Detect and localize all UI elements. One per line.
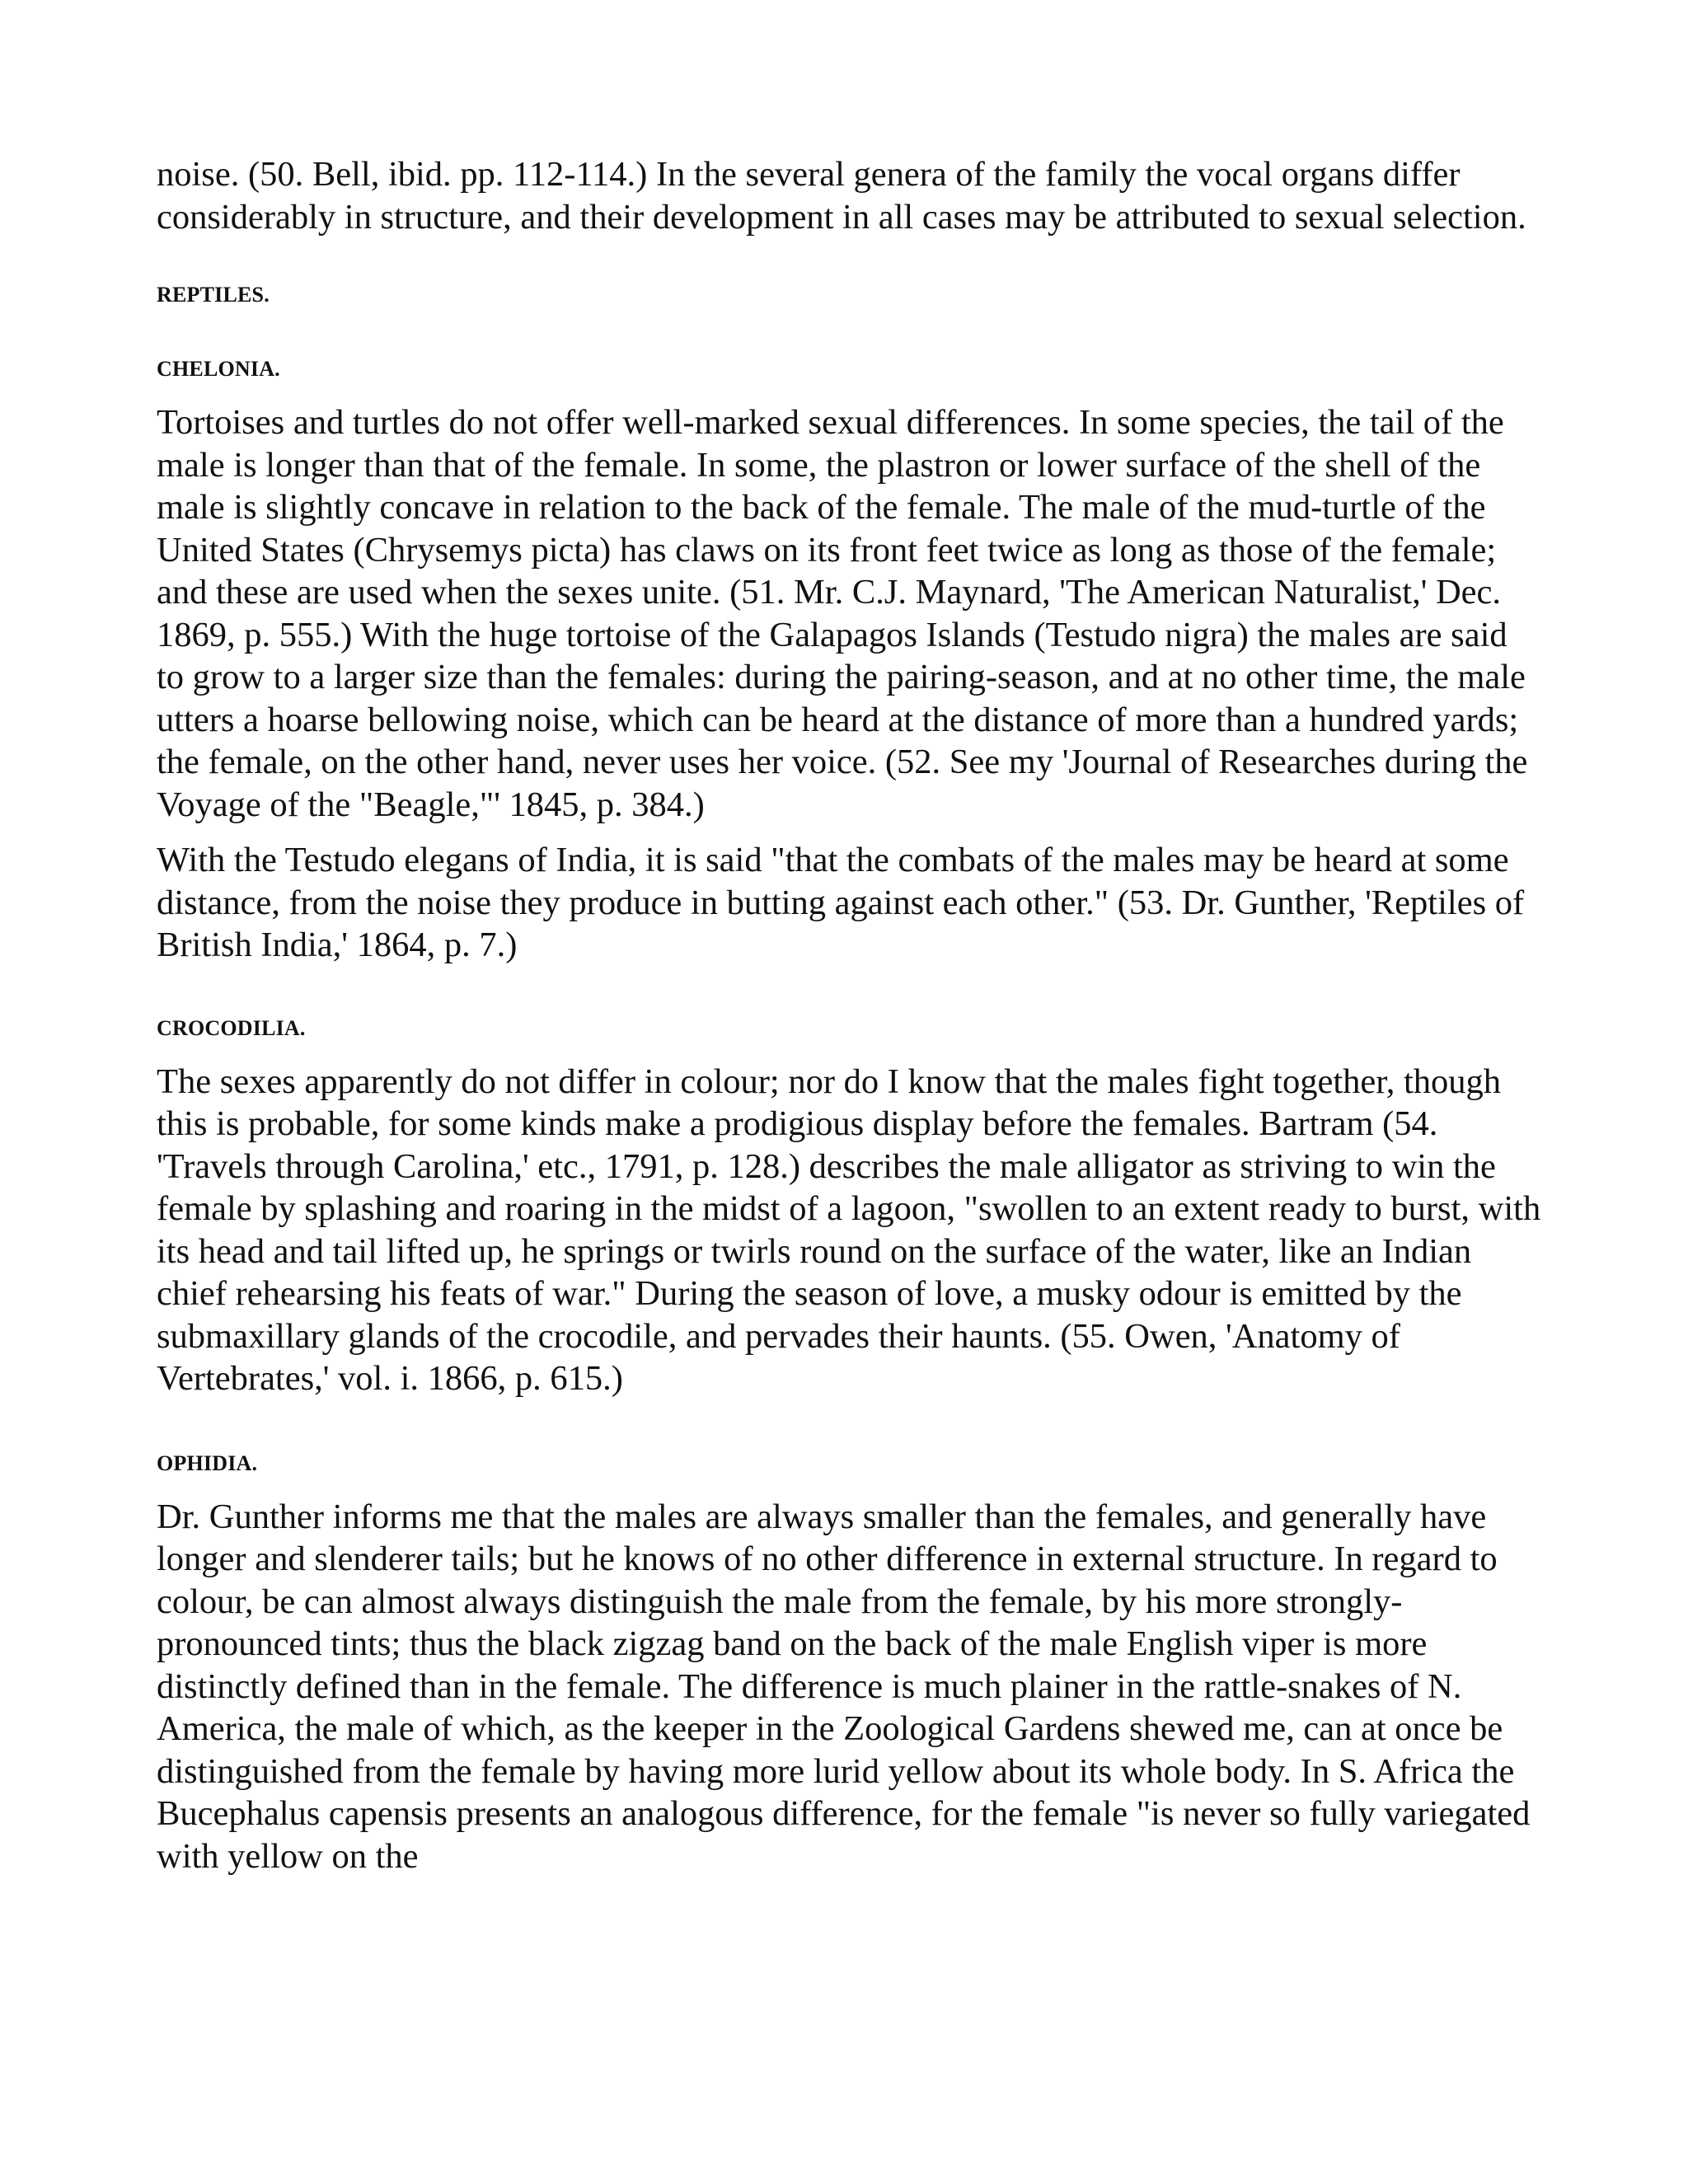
paragraph-ophidia: Dr. Gunther informs me that the males are always smaller than the females, and generally have longer and slenderer tails; but he knows of no other difference in external structure. In regard to colour, be can almost always distinguish the male from the female, by his more strongly- pronounced tints; thus the black zigzag band on the back of the male English viper is more distinctly defined than in the female. The difference is much plainer in the rattle-snakes of N. America, the male of which, as the keeper in the Zoological Gardens shewed me, can at once be distinguished from the female by having more lurid yellow about its whole body. In S. Africa the Bucephalus capensis presents an analogous difference, for the female "is never so fully variegated with yellow on the — [157, 1497, 1531, 1876]
heading-crocodilia: CROCODILIA. — [157, 1015, 306, 1040]
paragraph-tortoises: Tortoises and turtles do not offer well-marked sexual differences. In some species, the tail of the male is longer than that of the female. In some, the plastron or lower surface of the shell of the male is slightly concave in relation to the back of the female. The male of the mud-turtle of the United States (Chrysemys picta) has claws on its front feet twice as long as those of the female; and these are used when the sexes unite. (51. Mr. C.J. Maynard, 'The American Naturalist,' Dec. 1869, p. 555.) With the huge tortoise of the Galapagos Islands (Testudo nigra) the males are said to grow to a larger size than the females: during the pairing-season, and at no other time, the male utters a hoarse bellowing noise, which can be heard at the distance of more than a hundred yards; the female, on the other hand, never uses her voice. (52. See my 'Journal of Researches during the Voyage of the "Beagle,"' 1845, p. 384.) — [157, 403, 1528, 824]
heading-chelonia: CHELONIA. — [157, 357, 280, 381]
paragraph-testudo-elegans: With the Testudo elegans of India, it is said "that the combats of the males may be heard at some distance, from the noise they produce in butting against each other." (53. Dr. Gunther, 'Reptiles of British India,' 1864, p. 7.) — [157, 841, 1525, 964]
document-page — [157, 153, 1541, 1877]
paragraph-vocal-organs: noise. (50. Bell, ibid. pp. 112-114.) In the several genera of the family the vocal organs differ considerably in structure, and their development in all cases may be attributed to sexual selection. — [157, 155, 1526, 237]
paragraph-crocodilia: The sexes apparently do not differ in colour; nor do I know that the males fight together, though this is probable, for some kinds make a prodigious display before the females. Bartram (54. 'Travels through Carolina,' etc., 1791, p. 128.) describes the male alligator as striving to win the female by splashing and roaring in the midst of a lagoon, "swollen to an extent ready to burst, with its head and tail lifted up, he springs or twirls round on the surface of the water, like an Indian chief rehearsing his feats of war." During the season of love, a musky odour is emitted by the submaxillary glands of the crocodile, and pervades their haunts. (55. Owen, 'Anatomy of Vertebrates,' vol. i. 1866, p. 615.) — [157, 1062, 1541, 1398]
heading-reptiles: REPTILES. — [157, 283, 270, 307]
heading-ophidia: OPHIDIA. — [157, 1451, 258, 1475]
